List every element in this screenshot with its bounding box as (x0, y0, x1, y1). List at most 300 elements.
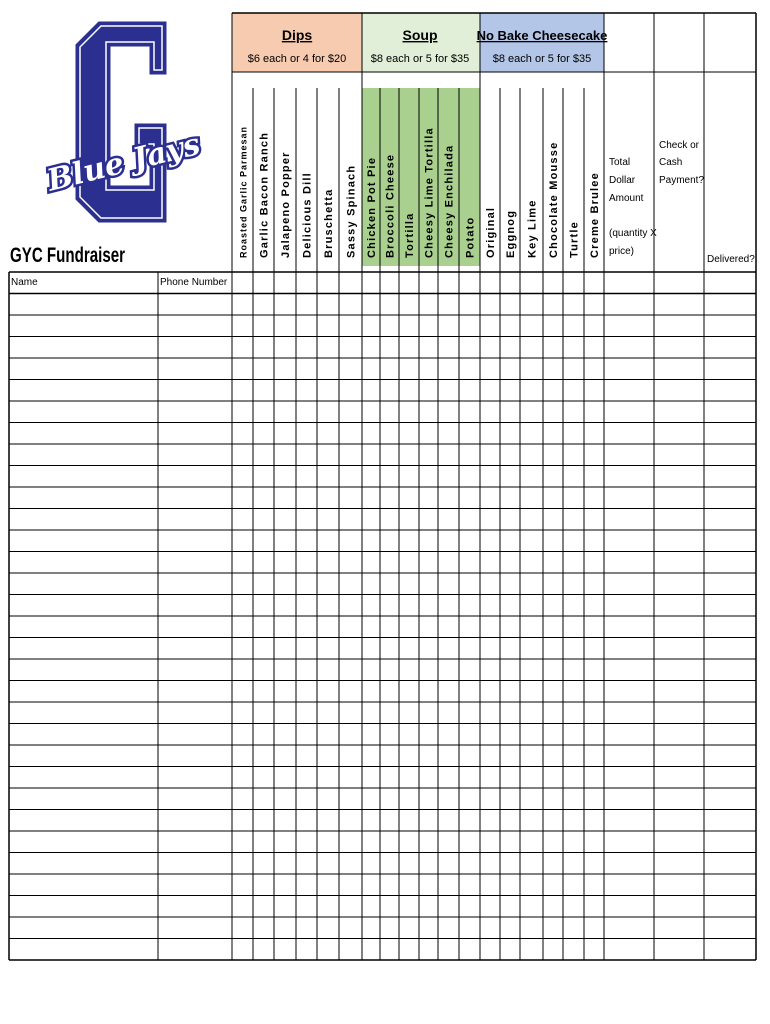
quantity-cell[interactable] (501, 402, 519, 422)
quantity-cell[interactable] (420, 811, 437, 831)
payment-cell[interactable] (655, 510, 703, 530)
delivered-cell[interactable] (705, 316, 755, 336)
quantity-cell[interactable] (481, 295, 499, 315)
quantity-cell[interactable] (297, 510, 316, 530)
quantity-cell[interactable] (521, 617, 542, 637)
quantity-cell[interactable] (340, 854, 361, 874)
quantity-cell[interactable] (400, 725, 418, 745)
quantity-cell[interactable] (233, 553, 252, 573)
quantity-cell[interactable] (564, 940, 583, 960)
quantity-cell[interactable] (501, 918, 519, 938)
quantity-cell[interactable] (233, 510, 252, 530)
quantity-cell[interactable] (501, 445, 519, 465)
quantity-cell[interactable] (381, 725, 398, 745)
quantity-cell[interactable] (381, 467, 398, 487)
quantity-cell[interactable] (318, 918, 338, 938)
quantity-cell[interactable] (275, 531, 295, 551)
payment-cell[interactable] (655, 897, 703, 917)
total-cell[interactable] (605, 467, 653, 487)
delivered-cell[interactable] (705, 918, 755, 938)
payment-cell[interactable] (655, 574, 703, 594)
quantity-cell[interactable] (564, 832, 583, 852)
quantity-cell[interactable] (501, 660, 519, 680)
quantity-cell[interactable] (460, 295, 479, 315)
quantity-cell[interactable] (544, 725, 562, 745)
total-cell[interactable] (605, 660, 653, 680)
quantity-cell[interactable] (420, 768, 437, 788)
quantity-cell[interactable] (381, 424, 398, 444)
quantity-cell[interactable] (420, 746, 437, 766)
quantity-cell[interactable] (564, 295, 583, 315)
quantity-cell[interactable] (363, 359, 379, 379)
quantity-cell[interactable] (275, 445, 295, 465)
quantity-cell[interactable] (460, 940, 479, 960)
quantity-cell[interactable] (381, 854, 398, 874)
quantity-cell[interactable] (501, 746, 519, 766)
quantity-cell[interactable] (233, 725, 252, 745)
quantity-cell[interactable] (544, 510, 562, 530)
quantity-cell[interactable] (318, 639, 338, 659)
quantity-cell[interactable] (460, 725, 479, 745)
name-cell[interactable] (10, 381, 157, 401)
quantity-cell[interactable] (460, 488, 479, 508)
quantity-cell[interactable] (318, 596, 338, 616)
quantity-cell[interactable] (318, 338, 338, 358)
phone-cell[interactable] (159, 510, 231, 530)
quantity-cell[interactable] (564, 617, 583, 637)
quantity-cell[interactable] (381, 746, 398, 766)
quantity-cell[interactable] (254, 574, 273, 594)
quantity-cell[interactable] (564, 660, 583, 680)
quantity-cell[interactable] (460, 875, 479, 895)
quantity-cell[interactable] (439, 424, 458, 444)
phone-cell[interactable] (159, 295, 231, 315)
quantity-cell[interactable] (233, 746, 252, 766)
quantity-cell[interactable] (254, 596, 273, 616)
quantity-cell[interactable] (521, 897, 542, 917)
quantity-cell[interactable] (501, 617, 519, 637)
payment-cell[interactable] (655, 338, 703, 358)
quantity-cell[interactable] (564, 918, 583, 938)
quantity-cell[interactable] (544, 467, 562, 487)
quantity-cell[interactable] (233, 811, 252, 831)
name-cell[interactable] (10, 402, 157, 422)
quantity-cell[interactable] (481, 359, 499, 379)
total-cell[interactable] (605, 510, 653, 530)
quantity-cell[interactable] (521, 359, 542, 379)
quantity-cell[interactable] (439, 854, 458, 874)
quantity-cell[interactable] (233, 402, 252, 422)
quantity-cell[interactable] (420, 381, 437, 401)
payment-cell[interactable] (655, 467, 703, 487)
quantity-cell[interactable] (420, 531, 437, 551)
quantity-cell[interactable] (481, 940, 499, 960)
quantity-cell[interactable] (481, 467, 499, 487)
quantity-cell[interactable] (564, 381, 583, 401)
quantity-cell[interactable] (439, 617, 458, 637)
payment-cell[interactable] (655, 424, 703, 444)
quantity-cell[interactable] (381, 338, 398, 358)
quantity-cell[interactable] (420, 617, 437, 637)
quantity-cell[interactable] (460, 746, 479, 766)
quantity-cell[interactable] (254, 531, 273, 551)
quantity-cell[interactable] (297, 359, 316, 379)
quantity-cell[interactable] (363, 897, 379, 917)
quantity-cell[interactable] (481, 338, 499, 358)
quantity-cell[interactable] (439, 682, 458, 702)
quantity-cell[interactable] (521, 424, 542, 444)
quantity-cell[interactable] (585, 531, 603, 551)
quantity-cell[interactable] (521, 402, 542, 422)
delivered-cell[interactable] (705, 746, 755, 766)
quantity-cell[interactable] (460, 510, 479, 530)
quantity-cell[interactable] (420, 703, 437, 723)
quantity-cell[interactable] (564, 789, 583, 809)
quantity-cell[interactable] (585, 402, 603, 422)
quantity-cell[interactable] (363, 381, 379, 401)
quantity-cell[interactable] (400, 295, 418, 315)
delivered-cell[interactable] (705, 854, 755, 874)
quantity-cell[interactable] (420, 832, 437, 852)
total-cell[interactable] (605, 811, 653, 831)
quantity-cell[interactable] (363, 402, 379, 422)
quantity-cell[interactable] (501, 510, 519, 530)
quantity-cell[interactable] (381, 682, 398, 702)
delivered-cell[interactable] (705, 832, 755, 852)
quantity-cell[interactable] (400, 897, 418, 917)
phone-cell[interactable] (159, 875, 231, 895)
quantity-cell[interactable] (501, 338, 519, 358)
quantity-cell[interactable] (297, 660, 316, 680)
quantity-cell[interactable] (564, 875, 583, 895)
quantity-cell[interactable] (501, 768, 519, 788)
quantity-cell[interactable] (420, 488, 437, 508)
quantity-cell[interactable] (340, 445, 361, 465)
quantity-cell[interactable] (544, 574, 562, 594)
quantity-cell[interactable] (460, 359, 479, 379)
name-cell[interactable] (10, 295, 157, 315)
total-cell[interactable] (605, 445, 653, 465)
phone-cell[interactable] (159, 725, 231, 745)
quantity-cell[interactable] (544, 295, 562, 315)
quantity-cell[interactable] (233, 295, 252, 315)
quantity-cell[interactable] (340, 660, 361, 680)
quantity-cell[interactable] (585, 553, 603, 573)
phone-cell[interactable] (159, 359, 231, 379)
phone-cell[interactable] (159, 531, 231, 551)
quantity-cell[interactable] (254, 381, 273, 401)
quantity-cell[interactable] (501, 467, 519, 487)
quantity-cell[interactable] (254, 682, 273, 702)
total-cell[interactable] (605, 596, 653, 616)
quantity-cell[interactable] (275, 467, 295, 487)
quantity-cell[interactable] (521, 940, 542, 960)
quantity-cell[interactable] (585, 381, 603, 401)
quantity-cell[interactable] (420, 918, 437, 938)
quantity-cell[interactable] (585, 746, 603, 766)
quantity-cell[interactable] (501, 596, 519, 616)
quantity-cell[interactable] (544, 531, 562, 551)
quantity-cell[interactable] (400, 402, 418, 422)
name-cell[interactable] (10, 467, 157, 487)
total-cell[interactable] (605, 639, 653, 659)
quantity-cell[interactable] (400, 940, 418, 960)
name-cell[interactable] (10, 682, 157, 702)
quantity-cell[interactable] (544, 424, 562, 444)
quantity-cell[interactable] (340, 574, 361, 594)
quantity-cell[interactable] (297, 682, 316, 702)
quantity-cell[interactable] (254, 617, 273, 637)
quantity-cell[interactable] (363, 596, 379, 616)
phone-cell[interactable] (159, 467, 231, 487)
quantity-cell[interactable] (521, 531, 542, 551)
quantity-cell[interactable] (254, 295, 273, 315)
quantity-cell[interactable] (439, 359, 458, 379)
quantity-cell[interactable] (297, 381, 316, 401)
quantity-cell[interactable] (439, 768, 458, 788)
quantity-cell[interactable] (420, 316, 437, 336)
quantity-cell[interactable] (544, 854, 562, 874)
quantity-cell[interactable] (544, 789, 562, 809)
phone-cell[interactable] (159, 553, 231, 573)
phone-cell[interactable] (159, 338, 231, 358)
quantity-cell[interactable] (460, 402, 479, 422)
quantity-cell[interactable] (585, 897, 603, 917)
quantity-cell[interactable] (363, 789, 379, 809)
phone-cell[interactable] (159, 811, 231, 831)
total-cell[interactable] (605, 703, 653, 723)
payment-cell[interactable] (655, 531, 703, 551)
quantity-cell[interactable] (297, 424, 316, 444)
quantity-cell[interactable] (585, 854, 603, 874)
quantity-cell[interactable] (275, 338, 295, 358)
quantity-cell[interactable] (400, 660, 418, 680)
quantity-cell[interactable] (318, 381, 338, 401)
delivered-cell[interactable] (705, 574, 755, 594)
quantity-cell[interactable] (363, 703, 379, 723)
payment-cell[interactable] (655, 682, 703, 702)
quantity-cell[interactable] (254, 510, 273, 530)
quantity-cell[interactable] (363, 875, 379, 895)
quantity-cell[interactable] (521, 316, 542, 336)
quantity-cell[interactable] (521, 811, 542, 831)
quantity-cell[interactable] (318, 811, 338, 831)
phone-cell[interactable] (159, 639, 231, 659)
quantity-cell[interactable] (297, 467, 316, 487)
quantity-cell[interactable] (275, 875, 295, 895)
quantity-cell[interactable] (233, 789, 252, 809)
name-cell[interactable] (10, 854, 157, 874)
payment-cell[interactable] (655, 703, 703, 723)
quantity-cell[interactable] (233, 897, 252, 917)
quantity-cell[interactable] (275, 746, 295, 766)
quantity-cell[interactable] (439, 639, 458, 659)
quantity-cell[interactable] (363, 918, 379, 938)
quantity-cell[interactable] (501, 703, 519, 723)
name-cell[interactable] (10, 531, 157, 551)
quantity-cell[interactable] (340, 940, 361, 960)
phone-cell[interactable] (159, 832, 231, 852)
quantity-cell[interactable] (585, 316, 603, 336)
quantity-cell[interactable] (233, 424, 252, 444)
quantity-cell[interactable] (460, 617, 479, 637)
quantity-cell[interactable] (481, 488, 499, 508)
quantity-cell[interactable] (381, 918, 398, 938)
quantity-cell[interactable] (420, 359, 437, 379)
total-cell[interactable] (605, 488, 653, 508)
quantity-cell[interactable] (363, 445, 379, 465)
quantity-cell[interactable] (318, 488, 338, 508)
quantity-cell[interactable] (544, 338, 562, 358)
quantity-cell[interactable] (254, 488, 273, 508)
quantity-cell[interactable] (297, 789, 316, 809)
quantity-cell[interactable] (544, 832, 562, 852)
name-cell[interactable] (10, 338, 157, 358)
total-cell[interactable] (605, 875, 653, 895)
quantity-cell[interactable] (363, 553, 379, 573)
total-cell[interactable] (605, 682, 653, 702)
payment-cell[interactable] (655, 445, 703, 465)
quantity-cell[interactable] (381, 940, 398, 960)
quantity-cell[interactable] (400, 338, 418, 358)
delivered-cell[interactable] (705, 596, 755, 616)
quantity-cell[interactable] (439, 402, 458, 422)
delivered-cell[interactable] (705, 381, 755, 401)
quantity-cell[interactable] (544, 897, 562, 917)
quantity-cell[interactable] (521, 832, 542, 852)
quantity-cell[interactable] (233, 488, 252, 508)
quantity-cell[interactable] (564, 854, 583, 874)
quantity-cell[interactable] (501, 875, 519, 895)
quantity-cell[interactable] (564, 531, 583, 551)
delivered-cell[interactable] (705, 768, 755, 788)
quantity-cell[interactable] (400, 746, 418, 766)
quantity-cell[interactable] (460, 596, 479, 616)
quantity-cell[interactable] (544, 639, 562, 659)
quantity-cell[interactable] (363, 531, 379, 551)
quantity-cell[interactable] (233, 832, 252, 852)
quantity-cell[interactable] (460, 811, 479, 831)
quantity-cell[interactable] (585, 467, 603, 487)
quantity-cell[interactable] (254, 768, 273, 788)
delivered-cell[interactable] (705, 682, 755, 702)
quantity-cell[interactable] (501, 725, 519, 745)
quantity-cell[interactable] (400, 703, 418, 723)
quantity-cell[interactable] (381, 660, 398, 680)
delivered-cell[interactable] (705, 725, 755, 745)
quantity-cell[interactable] (585, 359, 603, 379)
quantity-cell[interactable] (275, 488, 295, 508)
phone-cell[interactable] (159, 897, 231, 917)
quantity-cell[interactable] (481, 316, 499, 336)
quantity-cell[interactable] (460, 467, 479, 487)
quantity-cell[interactable] (439, 295, 458, 315)
payment-cell[interactable] (655, 639, 703, 659)
quantity-cell[interactable] (297, 488, 316, 508)
quantity-cell[interactable] (420, 940, 437, 960)
quantity-cell[interactable] (460, 445, 479, 465)
payment-cell[interactable] (655, 725, 703, 745)
quantity-cell[interactable] (318, 746, 338, 766)
quantity-cell[interactable] (233, 639, 252, 659)
quantity-cell[interactable] (481, 746, 499, 766)
quantity-cell[interactable] (544, 596, 562, 616)
quantity-cell[interactable] (481, 811, 499, 831)
quantity-cell[interactable] (340, 617, 361, 637)
quantity-cell[interactable] (233, 467, 252, 487)
quantity-cell[interactable] (297, 617, 316, 637)
name-cell[interactable] (10, 574, 157, 594)
quantity-cell[interactable] (363, 682, 379, 702)
quantity-cell[interactable] (254, 811, 273, 831)
delivered-cell[interactable] (705, 811, 755, 831)
payment-cell[interactable] (655, 596, 703, 616)
quantity-cell[interactable] (233, 768, 252, 788)
phone-cell[interactable] (159, 316, 231, 336)
quantity-cell[interactable] (420, 402, 437, 422)
phone-cell[interactable] (159, 789, 231, 809)
quantity-cell[interactable] (585, 940, 603, 960)
quantity-cell[interactable] (297, 832, 316, 852)
quantity-cell[interactable] (521, 553, 542, 573)
payment-cell[interactable] (655, 488, 703, 508)
quantity-cell[interactable] (340, 682, 361, 702)
quantity-cell[interactable] (564, 596, 583, 616)
quantity-cell[interactable] (318, 510, 338, 530)
quantity-cell[interactable] (585, 424, 603, 444)
quantity-cell[interactable] (363, 811, 379, 831)
quantity-cell[interactable] (439, 574, 458, 594)
quantity-cell[interactable] (564, 746, 583, 766)
quantity-cell[interactable] (585, 338, 603, 358)
quantity-cell[interactable] (400, 553, 418, 573)
quantity-cell[interactable] (400, 359, 418, 379)
quantity-cell[interactable] (564, 811, 583, 831)
quantity-cell[interactable] (420, 467, 437, 487)
name-cell[interactable] (10, 940, 157, 960)
quantity-cell[interactable] (481, 854, 499, 874)
quantity-cell[interactable] (481, 875, 499, 895)
quantity-cell[interactable] (400, 531, 418, 551)
quantity-cell[interactable] (275, 295, 295, 315)
quantity-cell[interactable] (460, 639, 479, 659)
quantity-cell[interactable] (233, 918, 252, 938)
quantity-cell[interactable] (544, 553, 562, 573)
quantity-cell[interactable] (340, 789, 361, 809)
quantity-cell[interactable] (400, 789, 418, 809)
total-cell[interactable] (605, 854, 653, 874)
quantity-cell[interactable] (275, 897, 295, 917)
payment-cell[interactable] (655, 402, 703, 422)
quantity-cell[interactable] (381, 402, 398, 422)
phone-cell[interactable] (159, 574, 231, 594)
quantity-cell[interactable] (501, 316, 519, 336)
name-cell[interactable] (10, 510, 157, 530)
quantity-cell[interactable] (521, 639, 542, 659)
payment-cell[interactable] (655, 875, 703, 895)
quantity-cell[interactable] (318, 768, 338, 788)
quantity-cell[interactable] (521, 381, 542, 401)
quantity-cell[interactable] (420, 574, 437, 594)
quantity-cell[interactable] (363, 316, 379, 336)
quantity-cell[interactable] (521, 682, 542, 702)
quantity-cell[interactable] (254, 639, 273, 659)
name-cell[interactable] (10, 639, 157, 659)
delivered-cell[interactable] (705, 424, 755, 444)
quantity-cell[interactable] (564, 424, 583, 444)
quantity-cell[interactable] (381, 488, 398, 508)
total-cell[interactable] (605, 574, 653, 594)
